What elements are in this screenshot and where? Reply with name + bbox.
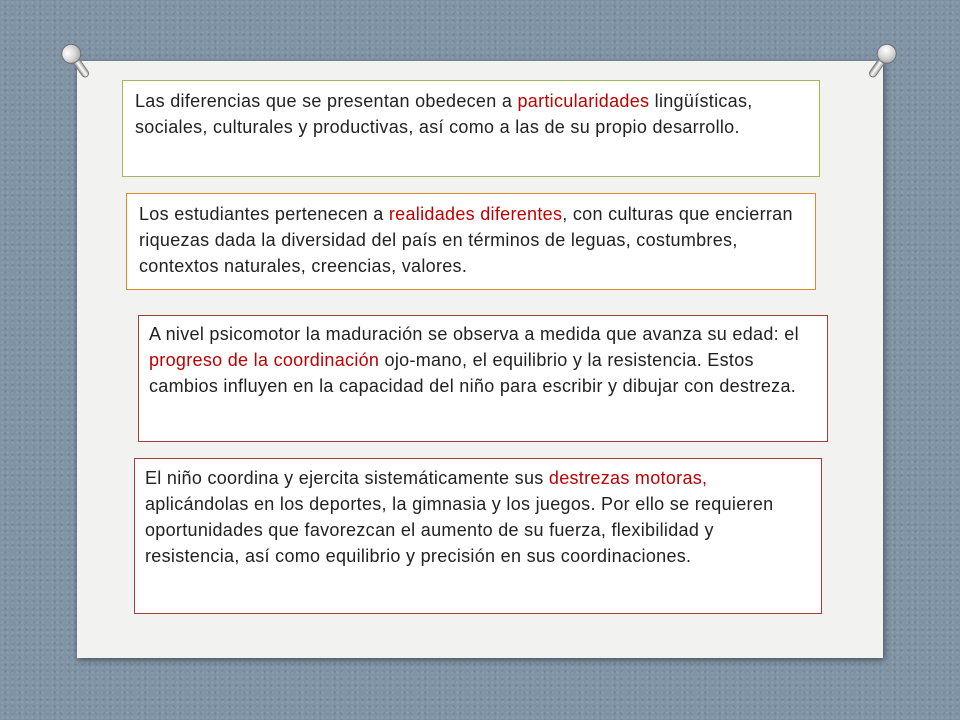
box-text-before: Las diferencias que se presentan obedecen a	[135, 91, 518, 111]
box-text-after: lingüísticas, sociales, culturales y productivas, así como a las de su propio desarrollo.	[135, 91, 753, 137]
box-text-before: A nivel psicomotor la maduración se observa a medida que avanza su edad: el	[149, 324, 799, 344]
text-box-destrezas	[134, 458, 822, 614]
box-text-after: , con culturas que encierran riquezas dada la diversidad del país en términos de leguas, costumbres, contextos naturales, creencias, valores.	[139, 204, 793, 276]
highlight-text: realidades diferentes	[388, 204, 563, 224]
highlight-text: particularidades	[517, 91, 650, 111]
text-box-particularidades	[122, 80, 820, 177]
highlight-text: destrezas motoras,	[548, 468, 708, 488]
box-paragraph	[135, 88, 807, 140]
text-box-psicomotor	[138, 315, 828, 442]
box-text-after: ojo-mano, el equilibrio y la resistencia. Estos cambios influyen en la capacidad del niño para escribir y dibujar con destreza.	[149, 350, 797, 396]
text-box-realidades	[126, 193, 816, 290]
box-paragraph	[145, 465, 811, 569]
highlight-text: progreso de la coordinación	[149, 350, 380, 370]
box-text-before: Los estudiantes pertenecen a	[139, 204, 389, 224]
box-text-after: aplicándolas en los deportes, la gimnasia y los juegos. Por ello se requieren oportunidades que favorezcan el aumento de su fuerza, flexibilidad y resistencia, así como equilibrio y precisión en sus coordinaciones.	[145, 494, 774, 566]
box-paragraph	[149, 321, 817, 399]
box-paragraph	[139, 201, 803, 279]
box-text-before: El niño coordina y ejercita sistemáticamente sus	[145, 468, 549, 488]
